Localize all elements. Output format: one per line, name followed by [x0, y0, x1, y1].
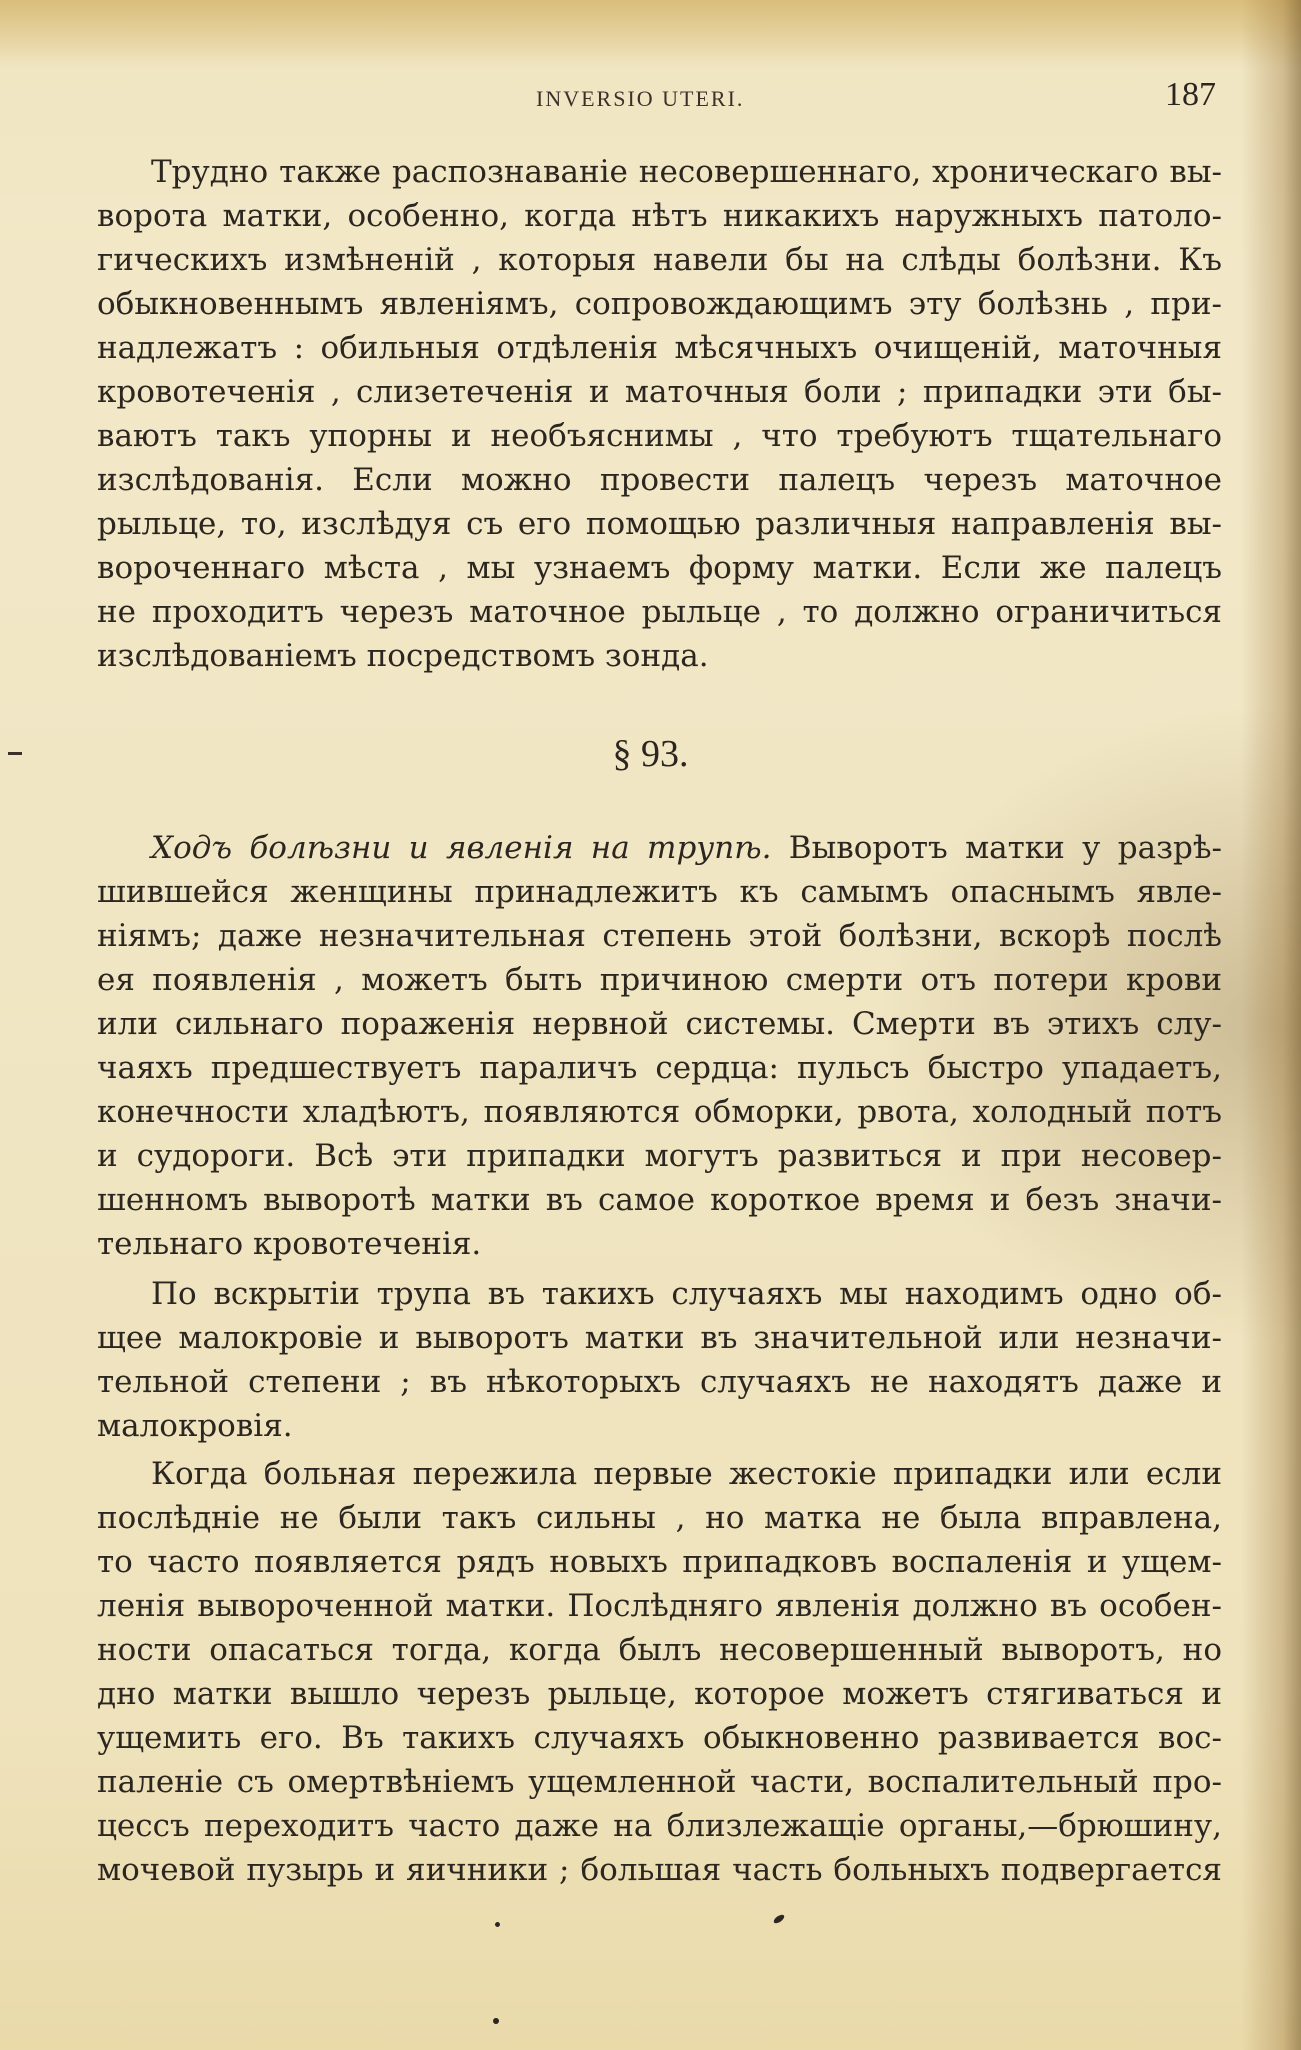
section-heading: § 93.	[612, 733, 689, 775]
text-line: дно матки вышло черезъ рыльце, которое можетъ стягиваться и	[97, 1676, 1222, 1712]
text-line: Трудно также распознаваніе несовершеннаго, хроническаго вы-	[151, 154, 1222, 190]
text-line: малокровія.	[97, 1408, 293, 1444]
text-line: послѣдніе не были такъ сильны , но матка не была вправлена,	[97, 1500, 1222, 1536]
text-line: кровотеченія , слизетеченія и маточныя боли ; припадки эти бы-	[97, 374, 1222, 410]
text-line: ворота матки, особенно, когда нѣтъ никакихъ наружныхъ патоло-	[97, 198, 1222, 234]
text-line-rest: Выворотъ матки у разрѣ-	[771, 830, 1222, 866]
paragraph-3	[97, 1272, 1222, 1448]
text-line: щее малокровіе и выворотъ матки въ значительной или незначи-	[97, 1320, 1222, 1356]
text-line: изслѣдованія. Если можно провести палецъ черезъ маточное	[97, 462, 1222, 498]
text-line: гическихъ измѣненій , которыя навели бы на слѣды болѣзни. Къ	[97, 242, 1222, 278]
text-line: ваютъ такъ упорны и необъяснимы , что требуютъ тщательнаго	[97, 418, 1222, 454]
text-line: или сильнаго пораженія нервной системы. Смерти въ этихъ слу-	[97, 1006, 1222, 1042]
text-line: тельнаго кровотеченія.	[97, 1226, 482, 1262]
text-line: чаяхъ предшествуетъ параличъ сердца: пульсъ быстро упадаетъ,	[97, 1050, 1222, 1086]
text-line: рыльце, то, изслѣдуя съ его помощью различныя направленія вы-	[97, 506, 1222, 542]
text-line: ленія вывороченной матки. Послѣдняго явленія должно въ особен-	[97, 1588, 1222, 1624]
paragraph-1	[97, 150, 1222, 678]
text-line: изслѣдованіемъ посредствомъ зонда.	[97, 638, 709, 674]
page-number: 187	[1165, 76, 1216, 113]
text-line: мочевой пузырь и яичники ; большая часть больныхъ подвергается	[97, 1852, 1222, 1888]
running-head: INVERSIO UTERI.	[536, 86, 745, 111]
page-stain	[0, 0, 1301, 70]
text-line: По вскрытіи трупа въ такихъ случаяхъ мы находимъ одно об-	[151, 1276, 1222, 1312]
text-line	[97, 826, 1222, 870]
text-line: обыкновеннымъ явленіямъ, сопровождающимъ эту болѣзнь , при-	[97, 286, 1222, 322]
text-line: паленіе съ омертвѣніемъ ущемленной части, воспалительный про-	[97, 1764, 1222, 1800]
text-line: шенномъ выворотѣ матки въ самое короткое время и безъ значи-	[97, 1182, 1222, 1218]
text-line: ущемить его. Въ такихъ случаяхъ обыкновенно развивается вос-	[97, 1720, 1222, 1756]
text-line: не проходитъ черезъ маточное рыльце , то должно ограничиться	[97, 594, 1222, 630]
ink-blot	[494, 1921, 501, 1928]
paragraph-4	[97, 1452, 1222, 1892]
text-line: шившейся женщины принадлежитъ къ самымъ опаснымъ явле-	[97, 874, 1222, 910]
text-line: надлежатъ : обильныя отдѣленія мѣсячныхъ очищеній, маточныя	[97, 330, 1222, 366]
text-line: ея появленія , можетъ быть причиною смерти отъ потери крови	[97, 962, 1222, 998]
text-line: конечности хладѣютъ, появляются обморки, рвота, холодный потъ	[97, 1094, 1222, 1130]
text-line: тельной степени ; въ нѣкоторыхъ случаяхъ не находятъ даже и	[97, 1364, 1222, 1400]
text-line: цессъ переходитъ часто даже на близлежащіе органы,—брюшину,	[97, 1808, 1222, 1844]
text-line: Когда больная пережила первые жестокіе припадки или если	[151, 1456, 1222, 1492]
page-header	[96, 76, 1216, 122]
runin-heading: Ходъ болѣзни и явленія на трупѣ.	[151, 830, 772, 866]
text-line: вороченнаго мѣста , мы узнаемъ форму матки. Если же палецъ	[97, 550, 1222, 586]
text-line: ности опасаться тогда, когда былъ несовершенный выворотъ, но	[97, 1632, 1222, 1668]
ink-blot	[492, 2017, 500, 2025]
text-line: то часто появляется рядъ новыхъ припадковъ воспаленія и ущем-	[97, 1544, 1222, 1580]
page-edge-shadow	[1241, 0, 1301, 2050]
ink-blot	[772, 1913, 785, 1925]
paragraph-2	[97, 826, 1222, 1266]
text-line: ніямъ; даже незначительная степень этой болѣзни, вскорѣ послѣ	[97, 918, 1222, 954]
text-line: и судороги. Всѣ эти припадки могутъ развиться и при несовер-	[97, 1138, 1222, 1174]
